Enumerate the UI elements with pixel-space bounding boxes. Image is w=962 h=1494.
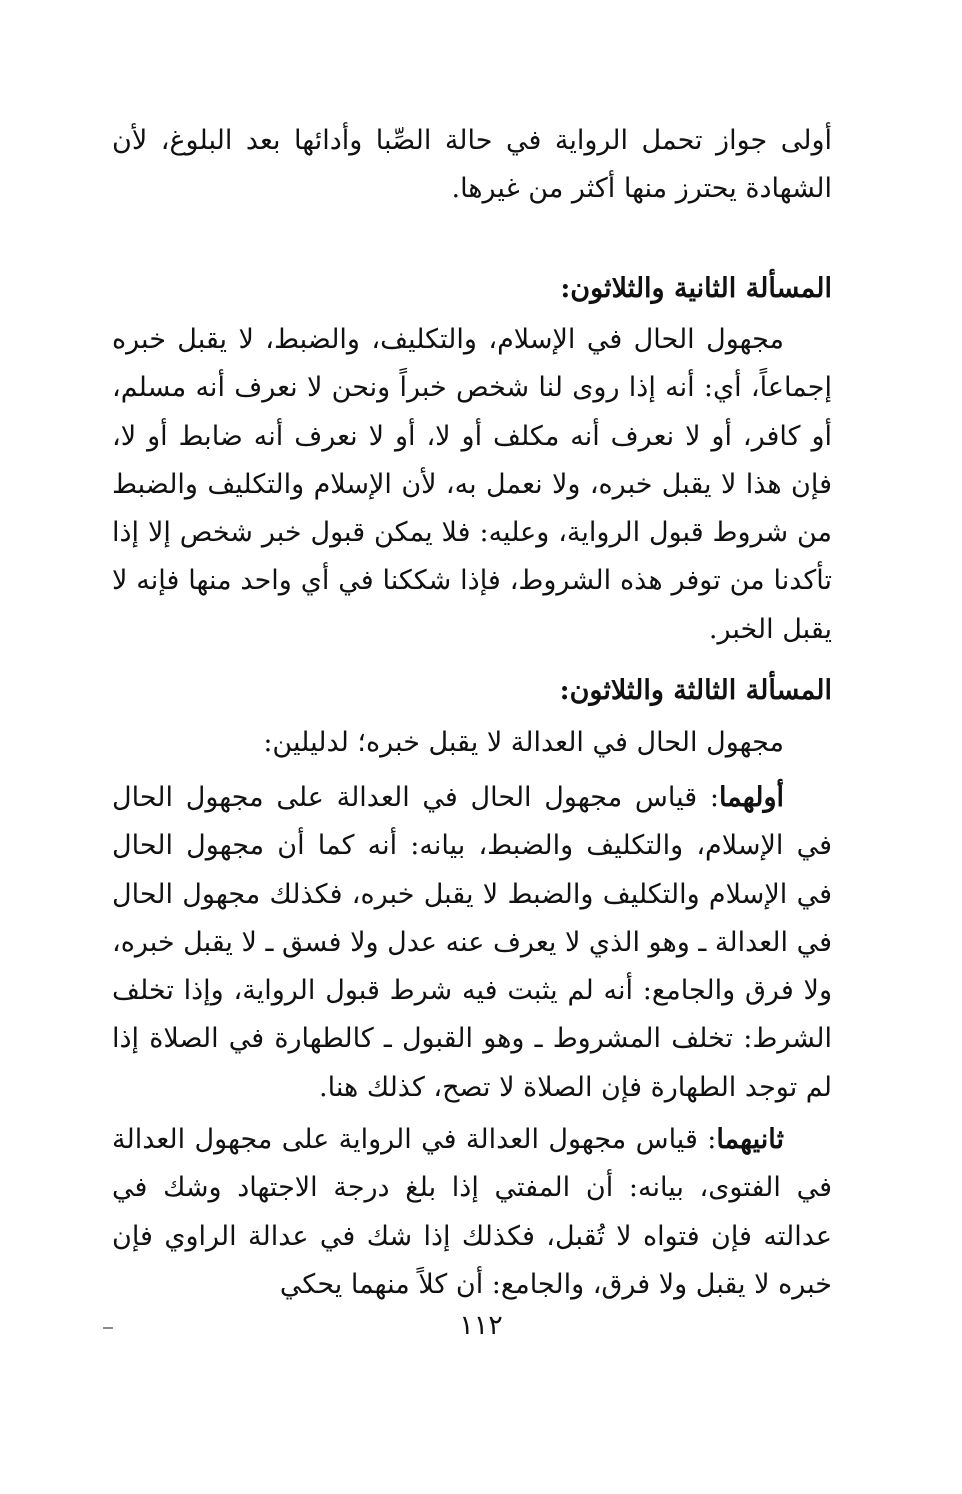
second-proof-body: : قياس مجهول العدالة في الرواية على مجهول العدالة في الفتوى، بيانه: أن المفتي إذا بلغ درجة الاجتهاد وشك في عدالته فإن فتواه لا تُقبل، فكذلك إذا شك في عدالة الراوي فإن خبره لا يقبل ولا فرق، والجامع: أن كلاً منهما يحكي [112,1124,832,1300]
first-proof-body: : قياس مجهول الحال في العدالة على مجهول الحال في الإسلام، والتكليف والضبط، بيانه: أنه كما أن مجهول الحال في الإسلام والتكليف والضبط لا يقبل خبره، فكذلك مجهول الحال في العدالة ـ وهو الذي لا يعرف عنه عدل ولا فسق ـ لا يقبل خبره، ولا فرق والجامع: أنه لم يثبت فيه شرط قبول الرواية، وإذا تخلف الشرط: تخلف المشروط ـ وهو القبول ـ كالطهارة في الصلاة إذا لم توجد الطهارة فإن الصلاة لا تصح، كذلك هنا. [112,782,832,1103]
heading-question-33: المسألة الثالثة والثلاثون: [559,675,832,706]
heading-question-32: المسألة الثانية والثلاثون: [560,273,832,304]
first-proof-lead: أولهما [718,782,784,813]
scan-mark [103,1327,113,1329]
paragraph-question-32: مجهول الحال في الإسلام، والتكليف، والضبط، لا يقبل خبره إجماعاً، أي: أنه إذا روى لنا شخص خبراً ونحن لا نعرف أنه مسلم، أو كافر، أو لا نعرف أنه مكلف أو لا، أو لا نعرف أنه ضابط أو لا، فإن هذا لا يقبل خبره، ولا نعمل به، لأن الإسلام والتكليف والضبط من شروط قبول الرواية، وعليه: فلا يمكن قبول خبر شخص إلا إذا تأكدنا من توفر هذه الشروط، فإذا شككنا في أي واحد منها فإنه لا يقبل الخبر. [112,324,832,645]
paragraph-second-proof [112,1116,832,1309]
page-number: ١١٢ [459,1310,503,1341]
paragraph-two-proofs-intro: مجهول الحال في العدالة لا يقبل خبره؛ لدليلين: [263,727,784,758]
paragraph-first-proof [112,774,832,1112]
paragraph-continuation: أولى جواز تحمل الرواية في حالة الصِّبا وأدائها بعد البلوغ، لأن الشهادة يحترز منها أكثر من غيرها. [112,125,832,205]
second-proof-lead: ثانيهما [716,1124,784,1155]
